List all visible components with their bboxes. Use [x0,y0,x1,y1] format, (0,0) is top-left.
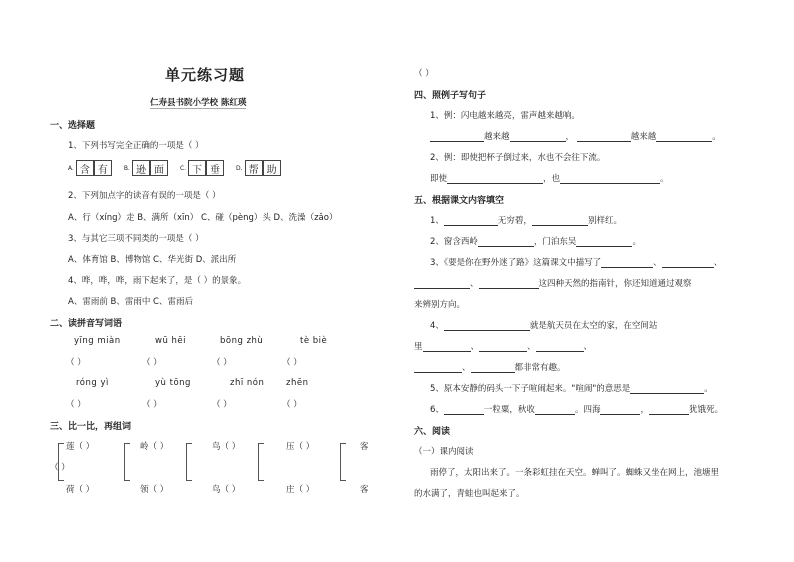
answer-box-8[interactable]: （ ） [282,400,302,410]
answer-box-7[interactable]: （ ） [212,400,232,410]
example-1: 1、例：闪电越来越亮，雷声越来越响。 [430,111,580,121]
compare-4-top[interactable]: 压（ ） [286,442,315,452]
compare-4-bottom[interactable]: 庄（ ） [286,485,315,495]
pinyin-5: róng yì [76,378,109,388]
fill-3-line1[interactable]: 3、《要是你在野外迷了路》这篇课文中描写了 、 、 [430,258,723,268]
section-fill-title: 五、根据课文内容填空 [414,196,505,206]
fill-3-line3: 来辨别方向。 [414,300,466,310]
answer-box-2[interactable]: （ ） [142,358,162,368]
answer-box-6[interactable]: （ ） [142,400,162,410]
q4-text: 4、哗，哗，哗，雨下起来了，是（ ）的景象。 [68,276,247,286]
example-2: 2、例：即使把杯子倒过来，水也不会往下流。 [430,153,606,163]
compare-5-bottom: 客 [360,485,369,495]
fill-3-line2[interactable]: 、 这四种天然的指南针，你还知道通过观察 [414,277,692,289]
q2-text: 2、下列加点字的读音有误的一项是（ ） [68,191,221,201]
example-1-fill[interactable]: 越来越 ， 越来越 。 [430,130,721,142]
fill-1[interactable]: 1、 无穷碧， 别样红。 [430,216,622,226]
compare-1-bottom[interactable]: 荷（ ） [66,485,95,495]
compare-1-top[interactable]: 莲（ ） [66,442,95,452]
brace-3 [186,443,192,481]
answer-box-4[interactable]: （ ） [282,358,302,368]
reading-paragraph-1: 雨停了，太阳出来了。一条彩虹挂在天空。蝉叫了。蜘蛛又坐在网上，池塘里 [430,468,720,478]
author-line: 仁寿县书院小学校 陈红瑛 [150,98,247,108]
compare-2-bottom[interactable]: 领（ ） [140,485,169,495]
q1-text: 1、下列书写完全正确的一项是（ ） [68,141,204,151]
answer-box-3[interactable]: （ ） [212,358,232,368]
compare-mid-answer[interactable]: （ ） [50,463,70,473]
pinyin-8: zhēn [286,378,309,388]
fill-4-line3[interactable]: 、 都非常有趣。 [414,361,566,373]
pinyin-1: yīng miàn [74,336,121,346]
fill-4-line1[interactable]: 4、 就是航天员在太空的家，在空间站 [430,321,658,331]
q1-option-c[interactable]: C. 下 垂 [180,160,224,176]
fill-6[interactable]: 6、 一粒粟，秋收 。四海 ， 犹饿死。 [430,405,723,415]
pinyin-6: yù tōng [155,378,191,388]
answer-box-5[interactable]: （ ） [66,400,86,410]
brace-4 [258,443,264,481]
top-paren[interactable]: （ ） [414,69,434,79]
section-sentence-title: 四、照例子写句子 [414,91,487,101]
reading-subtitle: （一）课内阅读 [414,447,474,457]
fill-4-line2[interactable]: 里 、 、 、 [414,342,593,352]
compare-3-top[interactable]: 鸟（ ） [212,442,241,452]
fill-2[interactable]: 2、窗含西岭 ，门泊东吴 。 [430,237,641,247]
brace-2 [124,443,130,481]
q1-option-d[interactable]: D. 帮 助 [236,160,281,176]
example-2-fill[interactable]: 即使 ，也 。 [430,174,669,184]
compare-5-top: 客 [360,442,369,452]
compare-2-top[interactable]: 岭（ ） [140,442,169,452]
q4-options: A、雷雨前 B、雷雨中 C、雷雨后 [68,297,193,307]
answer-box-1[interactable]: （ ） [66,358,86,368]
reading-paragraph-2: 的水满了，青蛙也叫起来了。 [414,489,525,499]
pinyin-7: zhī nón [230,378,265,388]
pinyin-3: bōng zhù [220,336,264,346]
q1-option-a[interactable]: A. 含 有 [68,160,112,176]
q3-text: 3、与其它三项不同类的一项是（ ） [68,234,204,244]
section-choice-title: 一、选择题 [50,121,96,131]
section-reading-title: 六、阅读 [414,427,451,437]
compare-3-bottom[interactable]: 鸟（ ） [212,485,241,495]
q1-options [68,160,291,176]
q2-options: A、行（xíng）走 B、满所（xīn） C、碰（pèng）头 D、洗澡（zǎo） [68,213,338,223]
page-title: 单元练习题 [165,66,246,84]
section-pinyin-title: 二、读拼音写词语 [50,319,123,329]
q1-option-b[interactable]: B. 逊 面 [124,160,168,176]
brace-5 [340,443,346,481]
pinyin-4: tè biè [300,336,328,346]
fill-5[interactable]: 5、原本安静的码头一下子喧闹起来。"喧闹"的意思是 。 [430,384,713,394]
q3-options: A、体育馆 B、博物馆 C、华光街 D、派出所 [68,255,237,265]
section-compare-title: 三、比一比，再组词 [50,422,132,432]
pinyin-2: wū hēi [155,336,187,346]
